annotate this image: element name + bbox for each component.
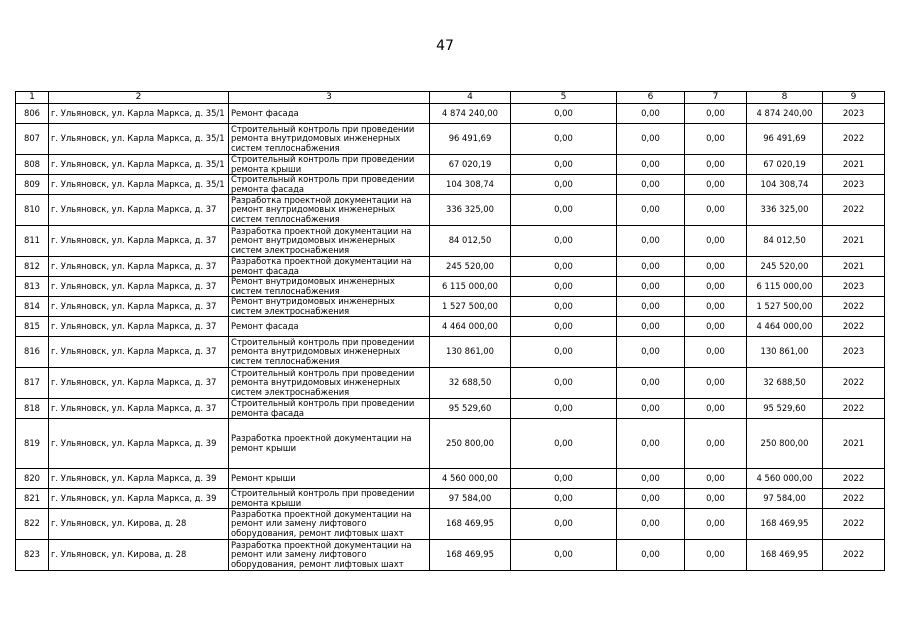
col-header: 7 [685,92,747,104]
year-cell: 2022 [823,297,885,317]
address-cell: г. Ульяновск, ул. Карла Маркса, д. 37 [49,226,229,257]
row-number: 823 [16,540,49,571]
amount-cell: 0,00 [511,399,617,419]
year-cell: 2022 [823,509,885,540]
amount-total-cell: 104 308,74 [430,175,511,195]
amount-cell: 97 584,00 [747,489,823,509]
amount-total-cell: 130 861,00 [430,337,511,368]
year-cell: 2022 [823,489,885,509]
work-type-cell: Разработка проектной документации на ремонт внутридомовых инженерных систем электроснабжения [229,226,430,257]
amount-cell: 336 325,00 [747,195,823,226]
amount-cell: 0,00 [511,509,617,540]
amount-total-cell: 84 012,50 [430,226,511,257]
amount-cell: 0,00 [685,337,747,368]
work-type-cell: Строительный контроль при проведении ремонта внутридомовых инженерных систем электроснабжения [229,368,430,399]
amount-cell: 0,00 [617,419,685,469]
col-header: 9 [823,92,885,104]
row-number: 818 [16,399,49,419]
amount-cell: 0,00 [685,297,747,317]
amount-total-cell: 4 874 240,00 [430,104,511,124]
year-cell: 2022 [823,195,885,226]
table-row [16,368,885,399]
amount-cell: 0,00 [511,489,617,509]
work-type-cell: Разработка проектной документации на ремонт внутридомовых инженерных систем теплоснабжения [229,195,430,226]
year-cell: 2022 [823,317,885,337]
row-number: 812 [16,257,49,277]
col-header: 2 [49,92,229,104]
amount-cell: 245 520,00 [747,257,823,277]
amount-cell: 0,00 [685,257,747,277]
amount-cell: 0,00 [617,104,685,124]
amount-cell: 0,00 [511,104,617,124]
work-type-cell: Строительный контроль при проведении ремонта внутридомовых инженерных систем теплоснабжения [229,124,430,155]
table-row [16,175,885,195]
amount-cell: 0,00 [511,540,617,571]
address-cell: г. Ульяновск, ул. Карла Маркса, д. 39 [49,489,229,509]
amount-cell: 0,00 [685,175,747,195]
amount-cell: 0,00 [685,399,747,419]
work-type-cell: Строительный контроль при проведении ремонта крыши [229,489,430,509]
amount-cell: 4 560 000,00 [747,469,823,489]
row-number: 817 [16,368,49,399]
table-row [16,277,885,297]
amount-cell: 104 308,74 [747,175,823,195]
amount-total-cell: 250 800,00 [430,419,511,469]
amount-cell: 130 861,00 [747,337,823,368]
amount-cell: 0,00 [685,509,747,540]
amount-total-cell: 245 520,00 [430,257,511,277]
table-row [16,469,885,489]
amount-total-cell: 32 688,50 [430,368,511,399]
amount-cell: 67 020,19 [747,155,823,175]
amount-cell: 0,00 [511,124,617,155]
amount-cell: 0,00 [511,175,617,195]
address-cell: г. Ульяновск, ул. Карла Маркса, д. 37 [49,317,229,337]
work-type-cell: Ремонт фасада [229,317,430,337]
row-number: 819 [16,419,49,469]
address-cell: г. Ульяновск, ул. Карла Маркса, д. 37 [49,257,229,277]
amount-cell: 95 529,60 [747,399,823,419]
year-cell: 2023 [823,337,885,368]
amount-cell: 0,00 [617,540,685,571]
table-row [16,509,885,540]
amount-total-cell: 1 527 500,00 [430,297,511,317]
address-cell: г. Ульяновск, ул. Карла Маркса, д. 35/1 [49,124,229,155]
address-cell: г. Ульяновск, ул. Карла Маркса, д. 35/1 [49,155,229,175]
amount-cell: 0,00 [617,175,685,195]
amount-cell: 0,00 [511,297,617,317]
amount-cell: 0,00 [685,368,747,399]
amount-total-cell: 4 464 000,00 [430,317,511,337]
col-header: 5 [511,92,617,104]
table-row [16,124,885,155]
amount-cell: 0,00 [617,399,685,419]
table-row [16,489,885,509]
amount-cell: 1 527 500,00 [747,297,823,317]
year-cell: 2023 [823,175,885,195]
amount-cell: 0,00 [617,257,685,277]
amount-cell: 0,00 [511,469,617,489]
amount-total-cell: 96 491,69 [430,124,511,155]
amount-cell: 4 874 240,00 [747,104,823,124]
address-cell: г. Ульяновск, ул. Карла Маркса, д. 37 [49,368,229,399]
amount-cell: 0,00 [617,297,685,317]
amount-cell: 0,00 [685,155,747,175]
work-type-cell: Ремонт внутридомовых инженерных систем электроснабжения [229,297,430,317]
address-cell: г. Ульяновск, ул. Карла Маркса, д. 37 [49,297,229,317]
table-row [16,317,885,337]
table-row [16,257,885,277]
amount-cell: 0,00 [511,277,617,297]
year-cell: 2022 [823,469,885,489]
work-type-cell: Ремонт внутридомовых инженерных систем теплоснабжения [229,277,430,297]
year-cell: 2022 [823,399,885,419]
amount-cell: 0,00 [685,489,747,509]
col-header: 6 [617,92,685,104]
amount-cell: 0,00 [685,124,747,155]
row-number: 820 [16,469,49,489]
works-table [15,91,885,571]
row-number: 810 [16,195,49,226]
row-number: 821 [16,489,49,509]
amount-cell: 0,00 [617,317,685,337]
amount-cell: 0,00 [617,337,685,368]
row-number: 807 [16,124,49,155]
table-row [16,337,885,368]
address-cell: г. Ульяновск, ул. Карла Маркса, д. 35/1 [49,175,229,195]
amount-cell: 0,00 [685,226,747,257]
amount-cell: 0,00 [511,368,617,399]
work-type-cell: Разработка проектной документации на ремонт или замену лифтового оборудования, ремонт лифтовых шахт [229,540,430,571]
work-type-cell: Строительный контроль при проведении ремонта внутридомовых инженерных систем теплоснабжения [229,337,430,368]
table-row [16,155,885,175]
table-row [16,399,885,419]
row-number: 811 [16,226,49,257]
work-type-cell: Разработка проектной документации на ремонт крыши [229,419,430,469]
amount-cell: 0,00 [685,419,747,469]
table-row [16,226,885,257]
amount-total-cell: 168 469,95 [430,509,511,540]
amount-total-cell: 6 115 000,00 [430,277,511,297]
row-number: 809 [16,175,49,195]
header-row [16,92,885,104]
amount-total-cell: 336 325,00 [430,195,511,226]
work-type-cell: Строительный контроль при проведении ремонта крыши [229,155,430,175]
amount-total-cell: 95 529,60 [430,399,511,419]
amount-cell: 32 688,50 [747,368,823,399]
table-row [16,540,885,571]
col-header: 4 [430,92,511,104]
amount-total-cell: 4 560 000,00 [430,469,511,489]
address-cell: г. Ульяновск, ул. Кирова, д. 28 [49,509,229,540]
table-row [16,419,885,469]
amount-cell: 4 464 000,00 [747,317,823,337]
work-type-cell: Строительный контроль при проведении ремонта фасада [229,399,430,419]
year-cell: 2021 [823,257,885,277]
amount-cell: 0,00 [617,124,685,155]
amount-cell: 0,00 [617,489,685,509]
row-number: 822 [16,509,49,540]
table-row [16,297,885,317]
address-cell: г. Ульяновск, ул. Карла Маркса, д. 37 [49,337,229,368]
row-number: 814 [16,297,49,317]
amount-cell: 250 800,00 [747,419,823,469]
amount-cell: 0,00 [617,469,685,489]
address-cell: г. Ульяновск, ул. Кирова, д. 28 [49,540,229,571]
amount-cell: 0,00 [511,195,617,226]
work-type-cell: Строительный контроль при проведении ремонта фасада [229,175,430,195]
amount-cell: 0,00 [511,317,617,337]
amount-cell: 168 469,95 [747,509,823,540]
amount-cell: 96 491,69 [747,124,823,155]
amount-cell: 0,00 [511,419,617,469]
amount-cell: 0,00 [685,469,747,489]
amount-cell: 0,00 [685,317,747,337]
row-number: 816 [16,337,49,368]
work-type-cell: Ремонт фасада [229,104,430,124]
amount-total-cell: 97 584,00 [430,489,511,509]
address-cell: г. Ульяновск, ул. Карла Маркса, д. 35/1 [49,104,229,124]
year-cell: 2021 [823,155,885,175]
amount-cell: 0,00 [617,277,685,297]
row-number: 813 [16,277,49,297]
col-header: 1 [16,92,49,104]
row-number: 808 [16,155,49,175]
amount-cell: 6 115 000,00 [747,277,823,297]
amount-cell: 0,00 [617,368,685,399]
work-type-cell: Разработка проектной документации на ремонт или замену лифтового оборудования, ремонт лифтовых шахт [229,509,430,540]
address-cell: г. Ульяновск, ул. Карла Маркса, д. 37 [49,277,229,297]
amount-cell: 0,00 [617,155,685,175]
amount-cell: 0,00 [685,540,747,571]
amount-total-cell: 168 469,95 [430,540,511,571]
amount-cell: 0,00 [685,195,747,226]
amount-cell: 0,00 [685,104,747,124]
amount-cell: 0,00 [511,155,617,175]
amount-total-cell: 67 020,19 [430,155,511,175]
year-cell: 2022 [823,368,885,399]
table-row [16,104,885,124]
year-cell: 2022 [823,540,885,571]
address-cell: г. Ульяновск, ул. Карла Маркса, д. 37 [49,399,229,419]
amount-cell: 0,00 [617,226,685,257]
col-header: 3 [229,92,430,104]
amount-cell: 0,00 [511,226,617,257]
page-number: 47 [436,38,454,54]
amount-cell: 84 012,50 [747,226,823,257]
amount-cell: 0,00 [511,257,617,277]
col-header: 8 [747,92,823,104]
amount-cell: 0,00 [617,195,685,226]
work-type-cell: Ремонт крыши [229,469,430,489]
year-cell: 2023 [823,104,885,124]
row-number: 806 [16,104,49,124]
row-number: 815 [16,317,49,337]
amount-cell: 168 469,95 [747,540,823,571]
year-cell: 2021 [823,419,885,469]
work-type-cell: Разработка проектной документации на ремонт фасада [229,257,430,277]
amount-cell: 0,00 [685,277,747,297]
amount-cell: 0,00 [511,337,617,368]
year-cell: 2022 [823,124,885,155]
address-cell: г. Ульяновск, ул. Карла Маркса, д. 39 [49,469,229,489]
address-cell: г. Ульяновск, ул. Карла Маркса, д. 37 [49,195,229,226]
address-cell: г. Ульяновск, ул. Карла Маркса, д. 39 [49,419,229,469]
year-cell: 2023 [823,277,885,297]
table-row [16,195,885,226]
year-cell: 2021 [823,226,885,257]
amount-cell: 0,00 [617,509,685,540]
